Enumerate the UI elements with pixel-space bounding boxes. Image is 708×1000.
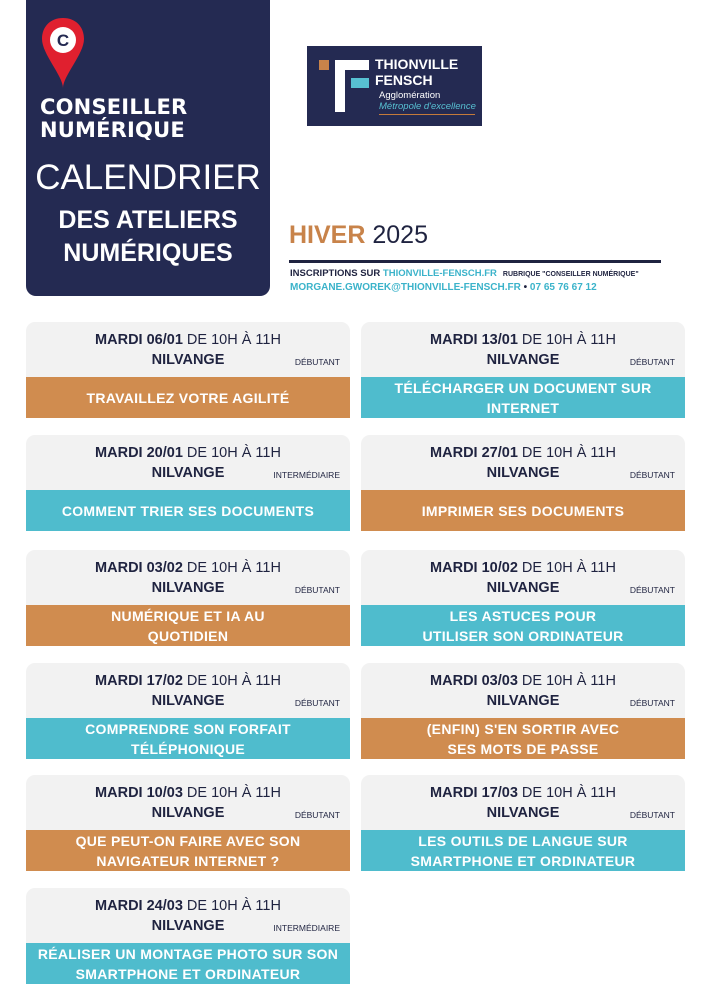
workshop-level: DÉBUTANT bbox=[294, 698, 340, 708]
workshop-date bbox=[361, 560, 685, 576]
workshop-card bbox=[26, 435, 350, 531]
partner-name bbox=[375, 56, 458, 88]
workshop-level: DÉBUTANT bbox=[629, 585, 675, 595]
workshop-day: MARDI 13/01 bbox=[430, 332, 518, 348]
contact-email-link[interactable]: MORGANE.GWOREK@THIONVILLE-FENSCH.FR bbox=[290, 282, 521, 293]
brand-line-2: NUMÉRIQUE bbox=[40, 118, 185, 142]
workshop-location: NILVANGE bbox=[151, 918, 225, 934]
workshop-date bbox=[26, 898, 350, 914]
season-divider bbox=[289, 260, 661, 263]
partner-subline: Agglomération bbox=[379, 90, 441, 101]
calendar-subtitle bbox=[26, 204, 270, 270]
workshop-level: DÉBUTANT bbox=[629, 810, 675, 820]
workshop-location: NILVANGE bbox=[486, 805, 560, 821]
calendar-subtitle-line-1: DES ATELIERS bbox=[58, 206, 238, 234]
workshop-time: DE 10H À 11H bbox=[517, 445, 616, 461]
workshop-level: DÉBUTANT bbox=[294, 585, 340, 595]
workshop-title-line-1: TÉLÉCHARGER UN DOCUMENT SUR bbox=[394, 379, 652, 396]
workshop-level: DÉBUTANT bbox=[294, 810, 340, 820]
workshop-location: NILVANGE bbox=[151, 352, 225, 368]
workshop-title-line-2: SES MOTS DE PASSE bbox=[447, 740, 599, 757]
workshop-time: DE 10H À 11H bbox=[182, 785, 281, 801]
workshop-day: MARDI 10/02 bbox=[430, 560, 518, 576]
workshop-card bbox=[26, 663, 350, 759]
workshop-date bbox=[361, 785, 685, 801]
workshop-location: NILVANGE bbox=[151, 693, 225, 709]
workshop-level: DÉBUTANT bbox=[294, 357, 340, 367]
workshop-title-line-2: UTILISER SON ORDINATEUR bbox=[422, 627, 624, 644]
map-pin-logo-icon bbox=[40, 16, 86, 90]
workshop-card-header bbox=[361, 435, 685, 490]
workshop-card bbox=[26, 888, 350, 984]
workshop-date bbox=[361, 445, 685, 461]
workshop-title-line-1: TRAVAILLEZ VOTRE AGILITÉ bbox=[86, 389, 290, 406]
workshop-day: MARDI 20/01 bbox=[95, 445, 183, 461]
workshop-card bbox=[361, 322, 685, 418]
brand-line-1: CONSEILLER bbox=[40, 95, 188, 119]
workshop-date bbox=[26, 560, 350, 576]
workshop-title bbox=[26, 605, 350, 646]
workshop-card bbox=[26, 550, 350, 646]
calendar-title: CALENDRIER bbox=[35, 158, 261, 197]
registration-rubrique: RUBRIQUE "CONSEILLER NUMÉRIQUE" bbox=[502, 271, 639, 278]
workshop-level: DÉBUTANT bbox=[629, 357, 675, 367]
workshop-time: DE 10H À 11H bbox=[182, 898, 281, 914]
workshop-card bbox=[361, 775, 685, 871]
workshop-day: MARDI 03/03 bbox=[430, 673, 518, 689]
workshop-card bbox=[361, 663, 685, 759]
workshop-card-header bbox=[361, 550, 685, 605]
workshop-title-line-2: QUOTIDIEN bbox=[147, 627, 229, 644]
workshop-title-line-2: NAVIGATEUR INTERNET ? bbox=[96, 852, 280, 869]
registration-prefix: INSCRIPTIONS SUR bbox=[290, 268, 383, 279]
workshop-title bbox=[361, 830, 685, 871]
workshop-title-line-1: LES OUTILS DE LANGUE SUR bbox=[418, 832, 628, 849]
workshop-card-header bbox=[361, 663, 685, 718]
workshop-time: DE 10H À 11H bbox=[182, 445, 281, 461]
workshop-title-line-1: (ENFIN) S'EN SORTIR AVEC bbox=[426, 720, 620, 737]
workshop-title-line-2: TÉLÉPHONIQUE bbox=[130, 740, 246, 757]
workshop-title bbox=[361, 377, 685, 418]
workshop-card bbox=[26, 322, 350, 418]
workshop-day: MARDI 03/02 bbox=[95, 560, 183, 576]
contact-info bbox=[290, 282, 597, 293]
contact-phone: 07 65 76 67 12 bbox=[529, 282, 597, 293]
registration-info bbox=[290, 268, 639, 279]
workshop-title-line-2: SMARTPHONE ET ORDINATEUR bbox=[75, 965, 301, 982]
partner-divider bbox=[379, 114, 475, 115]
workshop-time: DE 10H À 11H bbox=[182, 673, 281, 689]
workshop-card-header bbox=[26, 663, 350, 718]
workshop-location: NILVANGE bbox=[486, 693, 560, 709]
workshop-level: DÉBUTANT bbox=[629, 470, 675, 480]
workshop-card bbox=[361, 435, 685, 531]
workshop-title bbox=[361, 605, 685, 646]
registration-site-link[interactable]: THIONVILLE-FENSCH.FR bbox=[382, 268, 497, 279]
workshop-title bbox=[26, 830, 350, 871]
workshop-day: MARDI 24/03 bbox=[95, 898, 183, 914]
workshop-level: INTERMÉDIAIRE bbox=[273, 470, 340, 480]
workshop-time: DE 10H À 11H bbox=[517, 560, 616, 576]
workshop-date bbox=[361, 332, 685, 348]
workshop-level: INTERMÉDIAIRE bbox=[273, 923, 340, 933]
workshop-title-line-1: LES ASTUCES POUR bbox=[449, 607, 597, 624]
workshop-level: DÉBUTANT bbox=[629, 698, 675, 708]
workshop-date bbox=[26, 445, 350, 461]
workshop-title-line-2: SMARTPHONE ET ORDINATEUR bbox=[410, 852, 636, 869]
workshop-day: MARDI 17/03 bbox=[430, 785, 518, 801]
workshop-card-header bbox=[26, 550, 350, 605]
season-year: 2025 bbox=[372, 221, 428, 249]
season-heading bbox=[289, 220, 428, 250]
workshop-title-line-1: RÉALISER UN MONTAGE PHOTO SUR SON bbox=[37, 945, 339, 962]
workshop-title bbox=[361, 718, 685, 759]
workshop-title bbox=[361, 490, 685, 531]
workshop-title-line-1: COMMENT TRIER SES DOCUMENTS bbox=[61, 502, 315, 519]
workshop-card-header bbox=[361, 775, 685, 830]
workshop-card bbox=[26, 775, 350, 871]
workshop-day: MARDI 10/03 bbox=[95, 785, 183, 801]
workshop-card-header bbox=[26, 435, 350, 490]
workshop-card-header bbox=[26, 888, 350, 943]
contact-separator: • bbox=[520, 282, 530, 293]
workshop-day: MARDI 06/01 bbox=[95, 332, 183, 348]
workshop-date bbox=[26, 332, 350, 348]
workshop-card-header bbox=[361, 322, 685, 377]
workshop-time: DE 10H À 11H bbox=[517, 332, 616, 348]
workshop-location: NILVANGE bbox=[486, 580, 560, 596]
workshop-card-header bbox=[26, 322, 350, 377]
workshop-location: NILVANGE bbox=[486, 465, 560, 481]
workshop-title-line-1: QUE PEUT-ON FAIRE AVEC SON bbox=[75, 832, 301, 849]
partner-mark-icon bbox=[319, 58, 371, 114]
workshop-day: MARDI 17/02 bbox=[95, 673, 183, 689]
workshop-card-header bbox=[26, 775, 350, 830]
workshop-location: NILVANGE bbox=[151, 465, 225, 481]
season-word: HIVER bbox=[289, 221, 366, 249]
workshop-time: DE 10H À 11H bbox=[517, 785, 616, 801]
workshop-title bbox=[26, 377, 350, 418]
workshop-date bbox=[361, 673, 685, 689]
workshop-title-line-2: INTERNET bbox=[486, 399, 560, 416]
workshop-time: DE 10H À 11H bbox=[182, 332, 281, 348]
workshop-location: NILVANGE bbox=[151, 580, 225, 596]
workshop-title-line-1: NUMÉRIQUE ET IA AU bbox=[111, 607, 265, 624]
partner-name-2: FENSCH bbox=[375, 72, 433, 88]
workshop-card bbox=[361, 550, 685, 646]
partner-tagline: Métropole d'excellence bbox=[379, 101, 476, 112]
workshop-location: NILVANGE bbox=[486, 352, 560, 368]
workshop-title bbox=[26, 490, 350, 531]
workshop-day: MARDI 27/01 bbox=[430, 445, 518, 461]
brand-title bbox=[40, 96, 240, 142]
pin-letter: C bbox=[56, 31, 70, 50]
workshop-time: DE 10H À 11H bbox=[517, 673, 616, 689]
workshop-title bbox=[26, 718, 350, 759]
partner-name-1: THIONVILLE bbox=[375, 56, 459, 72]
workshop-date bbox=[26, 673, 350, 689]
workshop-title-line-1: IMPRIMER SES DOCUMENTS bbox=[421, 502, 625, 519]
workshop-title-line-1: COMPRENDRE SON FORFAIT bbox=[85, 720, 291, 737]
partner-logo bbox=[307, 46, 482, 126]
workshop-title bbox=[26, 943, 350, 984]
workshop-time: DE 10H À 11H bbox=[182, 560, 281, 576]
workshop-location: NILVANGE bbox=[151, 805, 225, 821]
calendar-subtitle-line-2: NUMÉRIQUES bbox=[63, 239, 233, 267]
workshop-date bbox=[26, 785, 350, 801]
